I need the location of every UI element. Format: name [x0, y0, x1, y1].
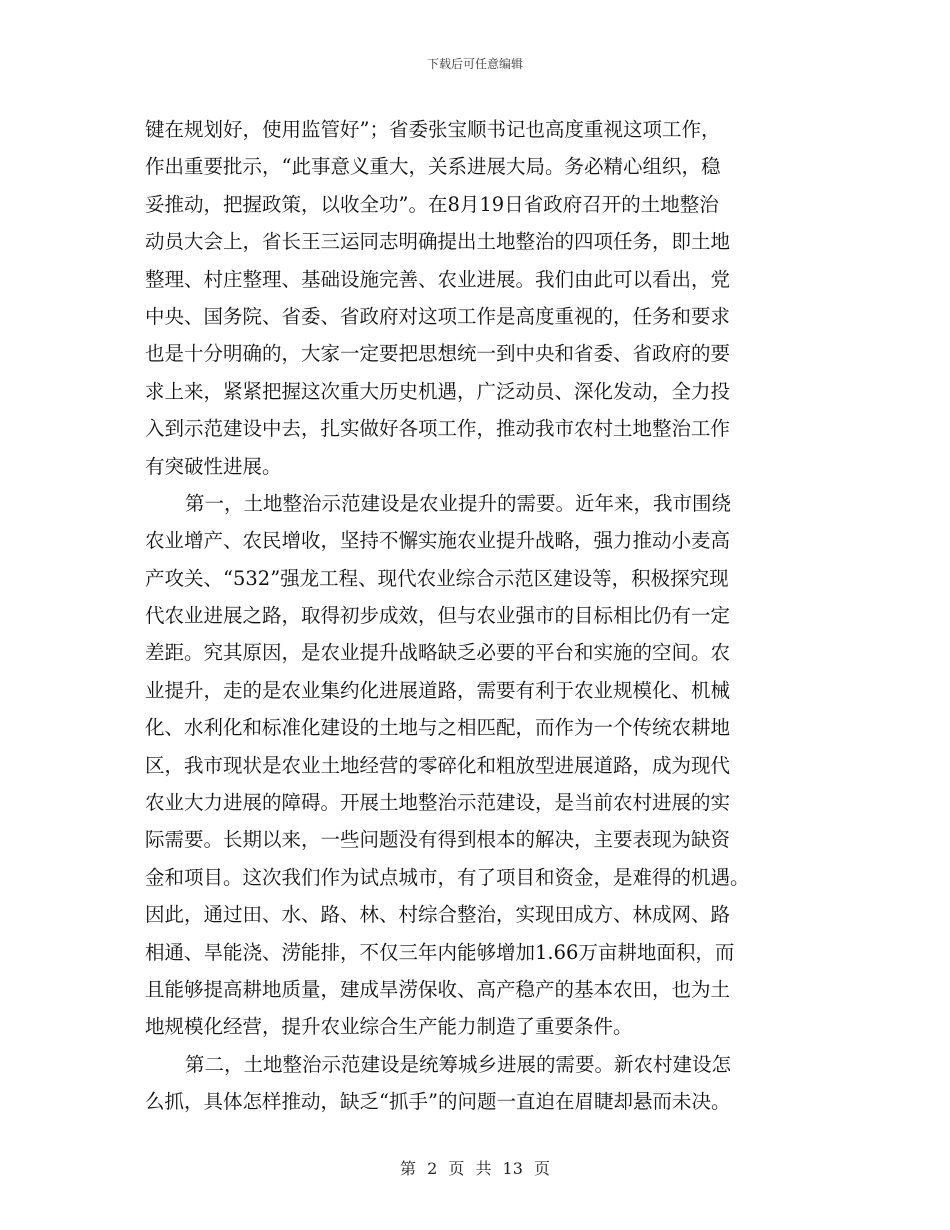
page-number: 第 2 页 共 13 页	[400, 1159, 550, 1178]
text-line: 代农业进展之路，取得初步成效，但与农业强市的目标相比仍有一定	[145, 604, 731, 628]
text-line: 也是十分明确的，大家一定要把思想统一到中央和省委、省政府的要	[145, 342, 731, 366]
text-line: 入到示范建设中去，扎实做好各项工作，推动我市农村土地整治工作	[145, 417, 731, 441]
text-line: 动员大会上，省长王三运同志明确提出土地整治的四项任务，即土地	[145, 230, 731, 254]
text-line: 化、水利化和标准化建设的土地与之相匹配，而作为一个传统农耕地	[145, 716, 731, 740]
text-line: 差距。究其原因，是农业提升战略缺乏必要的平台和实施的空间。农	[145, 641, 731, 665]
text-line: 妥推动，把握政策，以收全功”。在8月19日省政府召开的土地整治	[145, 192, 719, 216]
text-line: 整理、村庄整理、基础设施完善、农业进展。我们由此可以看出，党	[145, 267, 731, 291]
text-line: 求上来，紧紧把握这次重大历史机遇，广泛动员、深化发动，全力投	[145, 379, 731, 403]
text-line: 么抓，具体怎样推动，缺乏“抓手”的问题一直迫在眉睫却悬而未决。	[145, 1090, 731, 1114]
text-line: 有突破性进展。	[145, 454, 282, 478]
page-header: 下载后可任意编辑	[426, 57, 523, 71]
text-line: 因此，通过田、水、路、林、村综合整治，实现田成方、林成网、路	[145, 903, 731, 927]
text-line: 产攻关、“532”强龙工程、现代农业综合示范区建设等，积极探究现	[145, 566, 729, 590]
text-line: 地规模化经营，提升农业综合生产能力制造了重要条件。	[145, 1015, 633, 1039]
text-line: 且能够提高耕地质量，建成旱涝保收、高产稳产的基本农田，也为土	[145, 977, 731, 1001]
paragraph-first-line: 第一，土地整治示范建设是农业提升的需要。近年来，我市围绕	[185, 491, 732, 515]
document-body	[145, 111, 815, 1121]
text-line: 业提升，走的是农业集约化进展道路，需要有利于农业规模化、机械	[145, 678, 731, 702]
paragraph-first-line: 第二，土地整治示范建设是统筹城乡进展的需要。新农村建设怎	[185, 1052, 732, 1076]
text-line: 农业大力进展的障碍。开展土地整治示范建设，是当前农村进展的实	[145, 791, 731, 815]
text-line: 际需要。长期以来，一些问题没有得到根本的解决，主要表现为缺资	[145, 828, 731, 852]
text-line: 区，我市现状是农业土地经营的零碎化和粗放型进展道路，成为现代	[145, 753, 731, 777]
text-line: 相通、旱能浇、涝能排，不仅三年内能够增加1.66万亩耕地面积，而	[145, 940, 735, 964]
text-line: 键在规划好，使用监管好”；省委张宝顺书记也高度重视这项工作，	[145, 118, 721, 141]
text-line: 中央、国务院、省委、省政府对这项工作是高度重视的，任务和要求	[145, 304, 731, 328]
text-line: 金和项目。这次我们作为试点城市，有了项目和资金，是难得的机遇。	[145, 865, 750, 889]
text-line: 农业增产、农民增收，坚持不懈实施农业提升战略，强力推动小麦高	[145, 529, 731, 553]
text-line: 作出重要批示，“此事意义重大，关系进展大局。务必精心组织，稳	[145, 155, 721, 179]
